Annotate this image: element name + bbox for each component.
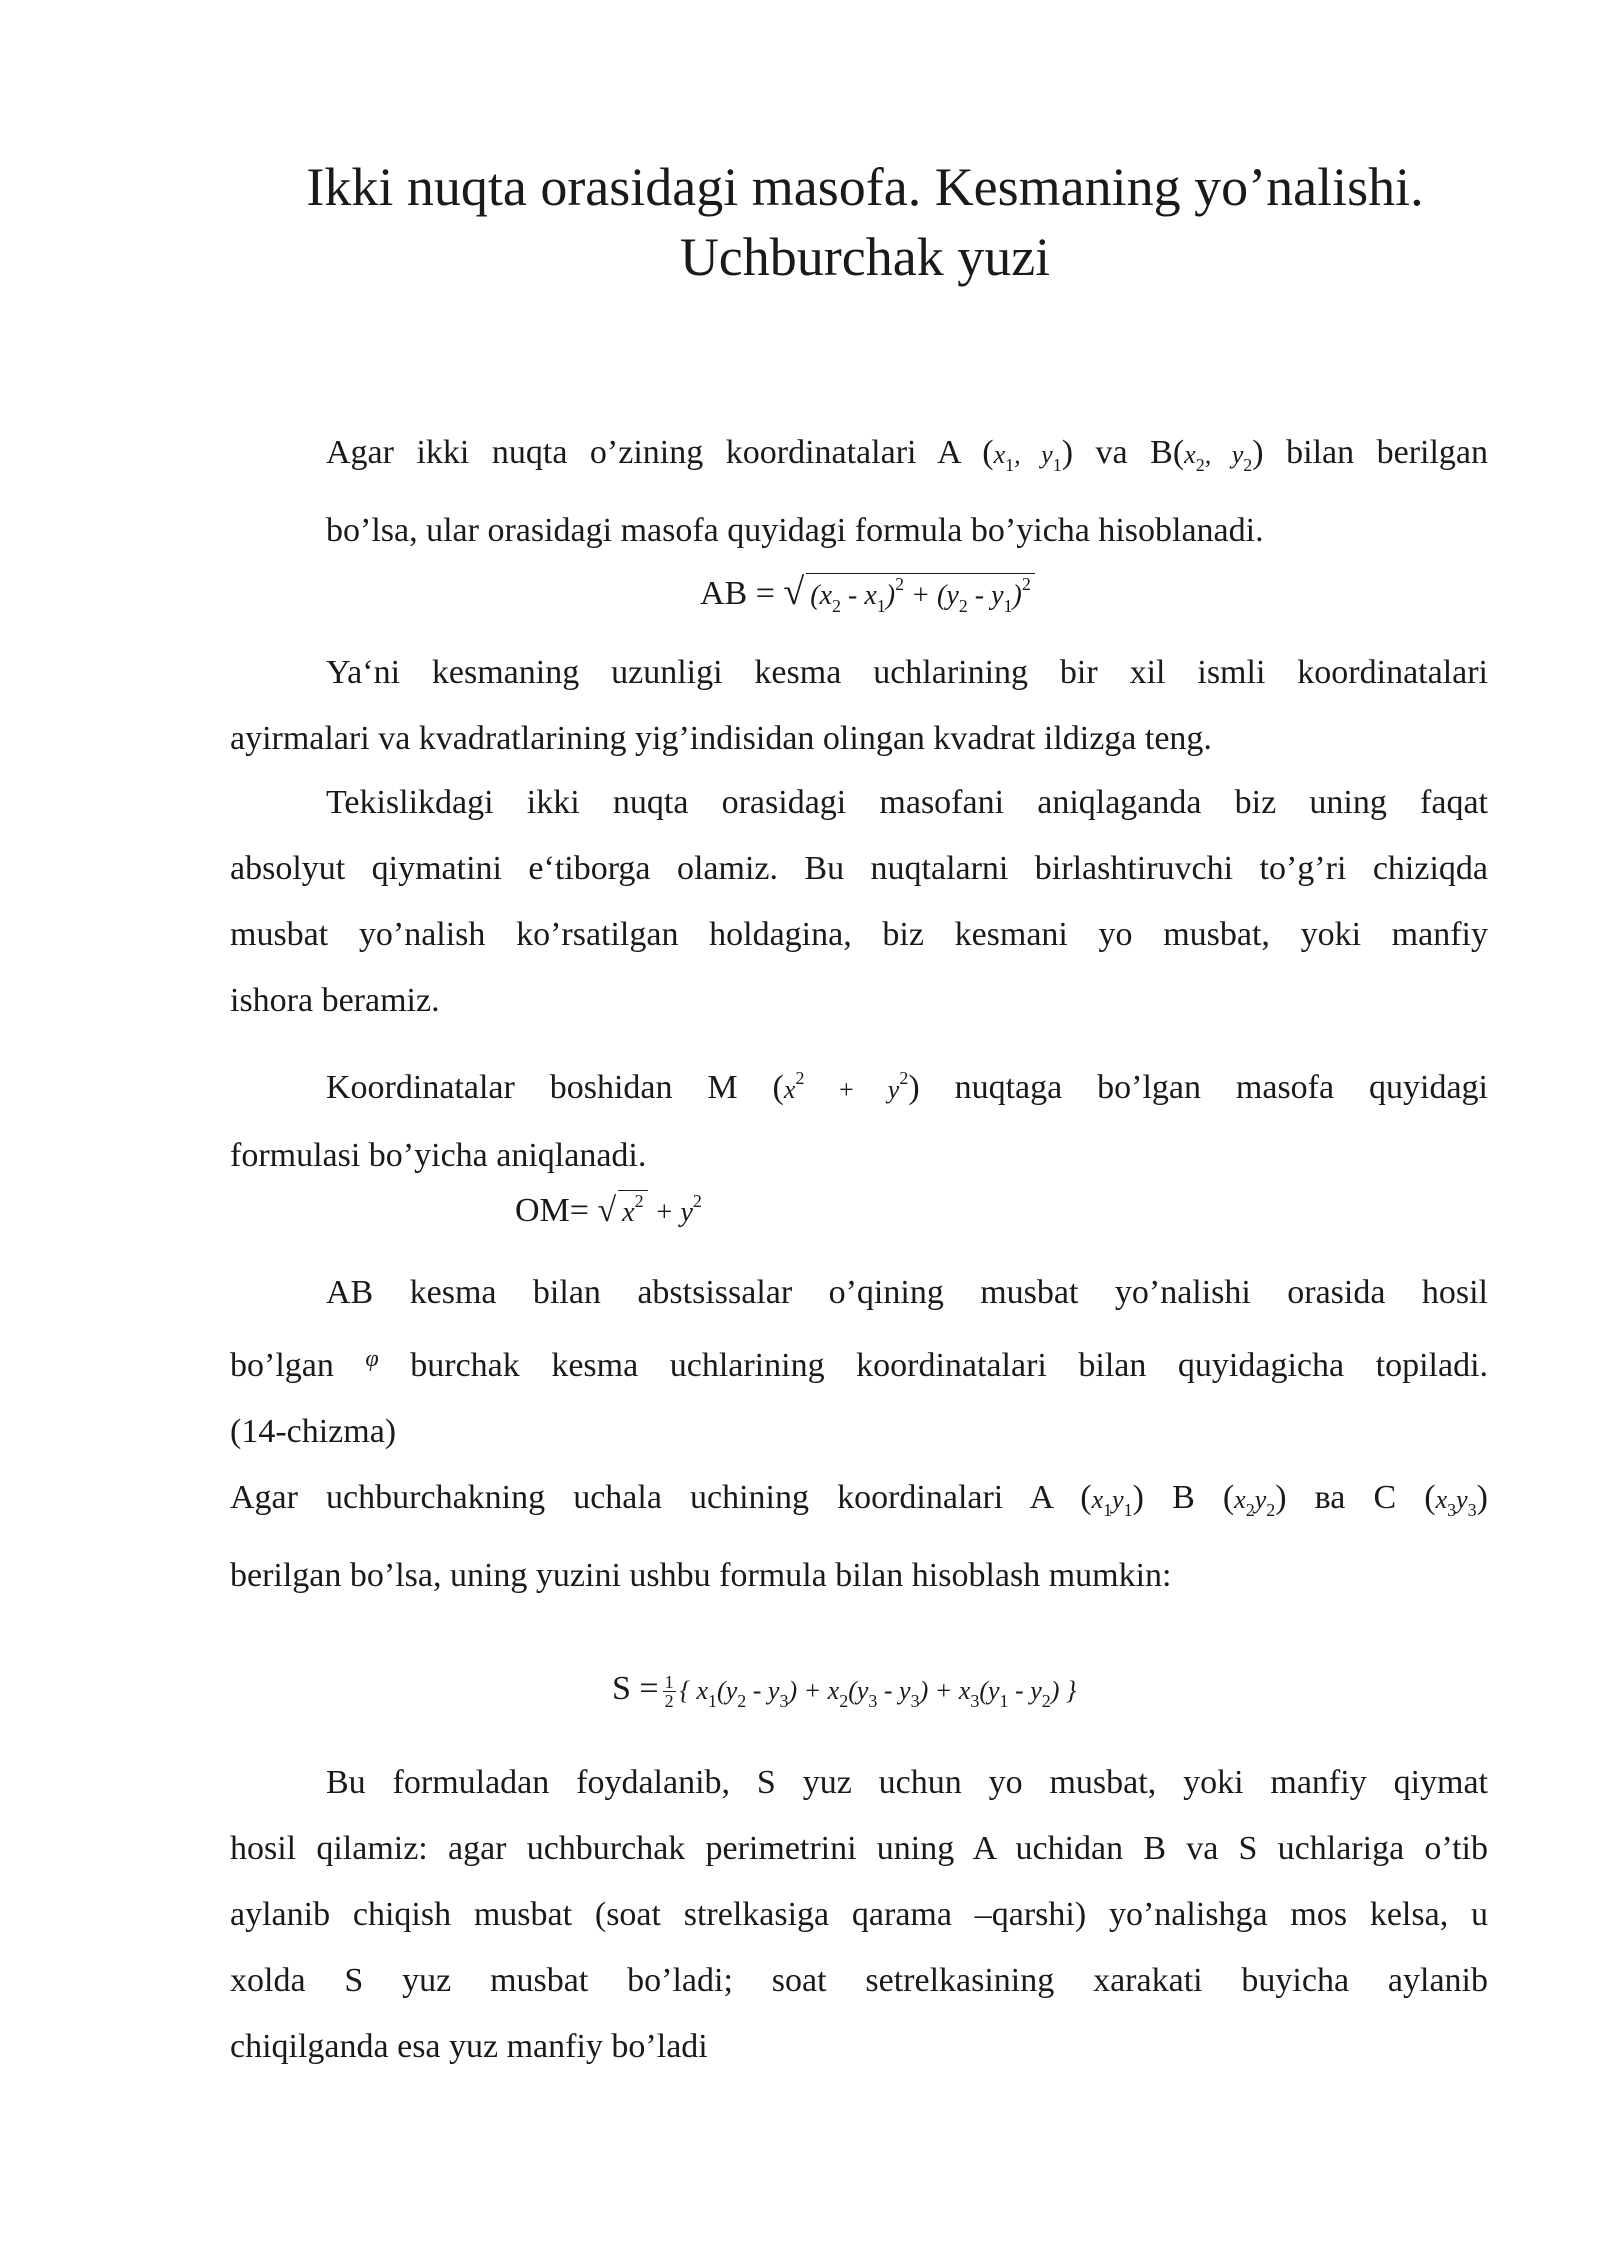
coord-x2y2: $x_2y_2$ xyxy=(1234,1485,1276,1520)
sqrt-expression: √ $(x_2 - x_1)^2 + (y_2 - y_1)^2$ xyxy=(783,570,1034,617)
sqrt-expression-om: √ $x^2 + y^2$ xyxy=(597,1191,702,1229)
half-fraction: $\frac{1}{2}$ xyxy=(664,1671,674,1711)
paragraph-1: Agar ikki nuqta o’zining koordinatalari A ($x_1$, $y_1$) va $B(x_2$, $y_2$) bilan berilgan bo’lsa, ular orasidagi masofa quyidagi formula bo’yicha hisoblanadi. xyxy=(326,434,1489,549)
formula-s: S = $\frac{1}{2}$ { $x_1(y_2 - y_3) + x_2(y_3 - y_3) + x_3(y_1 - y_2)$ } xyxy=(612,1670,1077,1711)
formula-om: OM= √ $x^2 + y^2$ xyxy=(515,1191,702,1229)
coord-x1y1: $x_1y_1$ xyxy=(1091,1485,1133,1520)
coord-x2-y2: $x_2$, $y_2$ xyxy=(1184,440,1253,475)
coord-x1-y1: $x_1$, $y_1$ xyxy=(993,440,1062,475)
paragraph-6: Agar uchburchakning uchala uchining koordinalari A $(x_1y_1)$ B $(x_2y_2)$ ва C $(x_3y_3)$ berilgan bo’lsa, uning yuzini ushbu formula bilan hisoblash mumkin: xyxy=(230,1479,1488,1594)
paragraph-4: Koordinatalar boshidan M $(x^2 + y^2)$ nuqtaga bo’lgan masofa quyidagi formulasi bo’yicha aniqlanadi. xyxy=(230,1068,1488,1174)
paragraph-2: Ya‘ni kesmaning uzunligi kesma uchlarining bir xil ismli koordinatalari ayirmalari va kvadratlarining yig’indisidan olingan kvadrat ildizga teng. xyxy=(230,654,1488,757)
paragraph-5: AB kesma bilan abstsissalar o’qining musbat yo’nalishi orasida hosil bo’lgan $^\varphi$ burchak kesma uchlarining koordinatalari bilan quyidagicha topiladi. (14-chizma) xyxy=(230,1274,1489,1450)
paragraph-7: Bu formuladan foydalanib, S yuz uchun yo musbat, yoki manfiy qiymat hosil qilamiz: agar uchburchak perimetrini uning A uchidan B va S uchlariga o’tib aylanib chiqish musbat (soat strelkasiga qarama –qarshi) yo’nalishga mos kelsa, u xolda S yuz musbat bo’ladi; soat setrelkasining xarakati buyicha aylanib chiqilganda esa yuz manfiy bo’ladi xyxy=(230,1764,1488,2065)
phi-symbol: φ xyxy=(365,1346,379,1372)
coord-x3y3: $x_3y_3$ xyxy=(1435,1485,1477,1520)
paragraph-3: Tekislikdagi ikki nuqta orasidagi masofani aniqlaganda biz uning faqat absolyut qiymatini e‘tiborga olamiz. Bu nuqtalarni birlashtiruvchi to’g’ri chiziqda musbat yo’nalish ko’rsatilgan holdagina, biz kesmani yo musbat, yoki manfiy ishora beramiz. xyxy=(230,784,1488,1019)
page-title: Ikki nuqta orasidagi masofa. Kesmaning yo’nalishi. Uchburchak yuzi xyxy=(306,157,1424,287)
coord-x2-y2-sq: $x^2 + y^2$ xyxy=(783,1068,909,1104)
formula-ab: AB = √ $(x_2 - x_1)^2 + (y_2 - y_1)^2$ xyxy=(700,570,1035,617)
